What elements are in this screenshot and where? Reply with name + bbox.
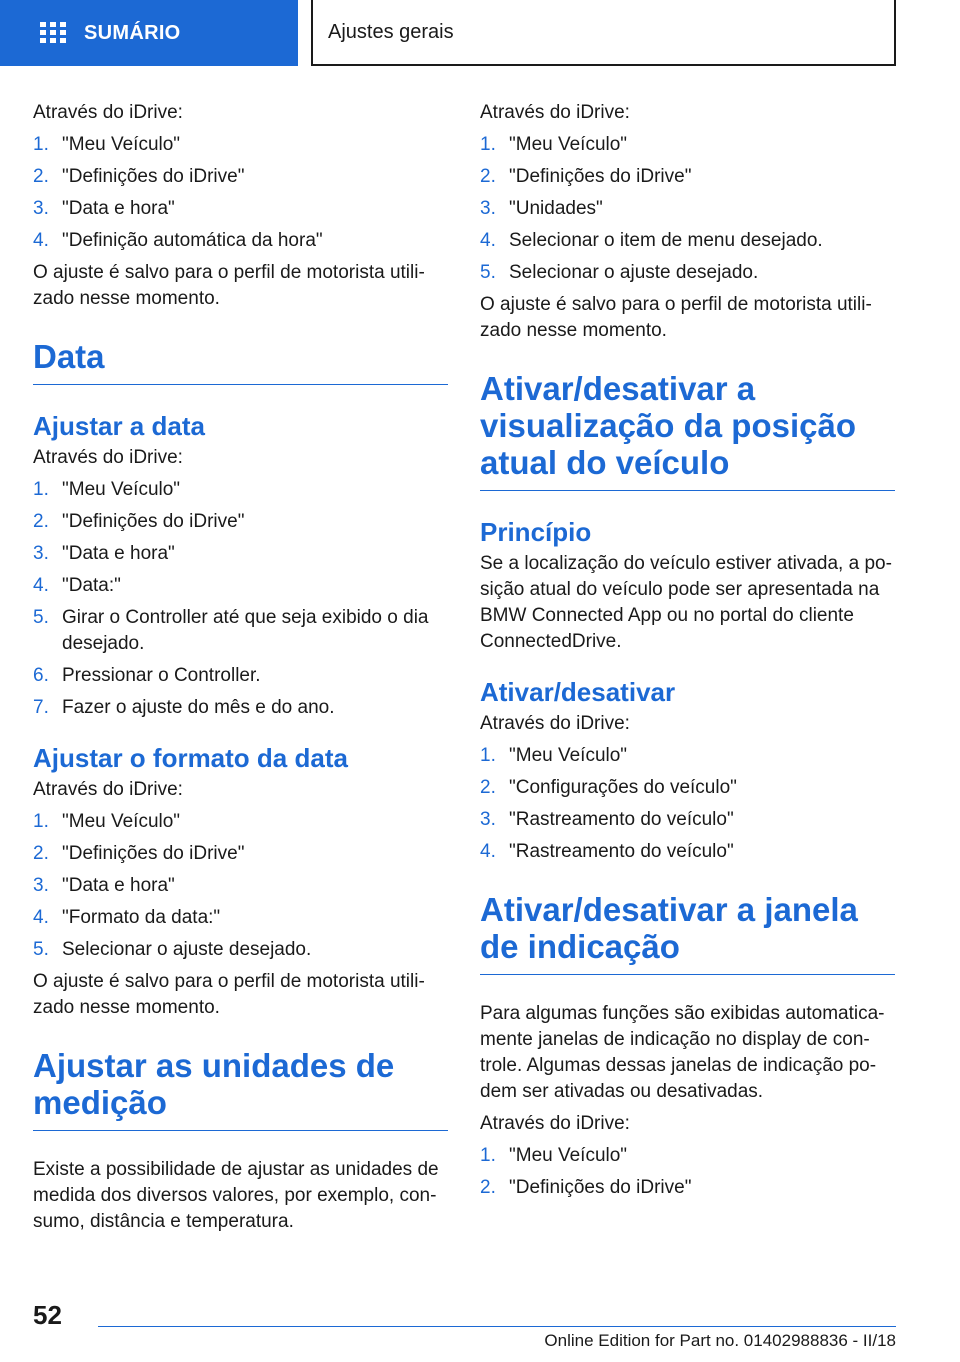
- list-item: 1. "Meu Veículo": [33, 811, 181, 832]
- list-item: 4. "Definição automática da hora": [33, 230, 323, 251]
- principle-text: Se a localização do veículo estiver ativada, a po-sição atual do veículo pode ser apresentada na BMW Connected App ou no portal do cliente ConnectedDrive.: [480, 553, 892, 652]
- note-text: O ajuste é salvo para o perfil de motorista utili-zado nesse momento.: [480, 294, 872, 341]
- left-column: [33, 100, 448, 1241]
- heading-toggle: Ativar/desativar: [480, 677, 676, 707]
- heading-set-date: Ajustar a data: [33, 411, 205, 441]
- heading-principle: Princípio: [480, 517, 592, 547]
- steps-list: [480, 743, 895, 865]
- steps-list: [480, 1143, 895, 1201]
- grid-icon: [40, 22, 66, 44]
- right-column: [480, 100, 895, 1207]
- window-text: Para algumas funções são exibidas automatica-mente janelas de indicação no display de con-trole. Algumas dessas janelas de indicação po-dem ser ativadas ou desativadas.: [480, 1003, 885, 1102]
- list-item: 5. Selecionar o ajuste desejado.: [480, 262, 759, 283]
- section-title: Ajustes gerais: [311, 0, 896, 66]
- list-item: 1. "Meu Veículo": [480, 1145, 628, 1166]
- toc-label: SUMÁRIO: [84, 21, 181, 44]
- note-text: O ajuste é salvo para o perfil de motorista utili-zado nesse momento.: [33, 262, 425, 309]
- list-item: 4. Selecionar o item de menu desejado.: [480, 230, 823, 251]
- list-item: 2. "Definições do iDrive": [33, 166, 245, 187]
- intro-text: Através do iDrive:: [33, 102, 183, 123]
- intro-text: Através do iDrive:: [480, 102, 630, 123]
- list-item: 6. Pressionar o Controller.: [33, 665, 261, 686]
- list-item: 4. "Rastreamento do veículo": [480, 841, 734, 862]
- list-item: 3. "Data e hora": [33, 875, 175, 896]
- list-item: 3. "Data e hora": [33, 198, 175, 219]
- list-item: 7. Fazer o ajuste do mês e do ano.: [33, 697, 335, 718]
- intro-text: Através do iDrive:: [480, 713, 630, 734]
- heading-date-format: Ajustar o formato da data: [33, 743, 348, 773]
- heading-units: Ajustar as unidades de medição: [33, 1047, 448, 1131]
- list-item: 2. "Definições do iDrive": [33, 843, 245, 864]
- list-item: 4. "Formato da data:": [33, 907, 221, 928]
- list-item: 1. "Meu Veículo": [480, 745, 628, 766]
- edition-text: Online Edition for Part no. 01402988836 - II/18: [544, 1331, 896, 1350]
- steps-list: [33, 477, 448, 721]
- list-item: 1. "Meu Veículo": [33, 134, 181, 155]
- page-number: 52: [33, 1300, 62, 1330]
- heading-indication-window: Ativar/desativar a janela de indicação: [480, 891, 895, 975]
- heading-vehicle-position: Ativar/desativar a visualização da posição atual do veículo: [480, 370, 895, 491]
- toc-button[interactable]: [0, 0, 298, 66]
- list-item: 1. "Meu Veículo": [480, 134, 628, 155]
- list-item: 2. "Definições do iDrive": [480, 1177, 692, 1198]
- list-item: 5. Girar o Controller até que seja exibido o dia desejado.: [33, 607, 429, 654]
- steps-list: [480, 132, 895, 286]
- intro-text: Através do iDrive:: [33, 779, 183, 800]
- heading-date: Data: [33, 338, 448, 385]
- list-item: 5. Selecionar o ajuste desejado.: [33, 939, 312, 960]
- steps-list: [33, 809, 448, 963]
- list-item: 2. "Definições do iDrive": [480, 166, 692, 187]
- list-item: 3. "Rastreamento do veículo": [480, 809, 734, 830]
- list-item: 3. "Unidades": [480, 198, 603, 219]
- list-item: 4. "Data:": [33, 575, 121, 596]
- intro-text: Através do iDrive:: [33, 447, 183, 468]
- footer-divider: [98, 1326, 896, 1327]
- list-item: 3. "Data e hora": [33, 543, 175, 564]
- list-item: 2. "Definições do iDrive": [33, 511, 245, 532]
- page-header: [0, 0, 960, 66]
- note-text: O ajuste é salvo para o perfil de motorista utili-zado nesse momento.: [33, 971, 425, 1018]
- intro-text: Através do iDrive:: [480, 1113, 630, 1134]
- steps-list: [33, 132, 448, 254]
- units-text: Existe a possibilidade de ajustar as unidades de medida dos diversos valores, por exemplo, con-sumo, distância e temperatura.: [33, 1159, 439, 1232]
- list-item: 2. "Configurações do veículo": [480, 777, 737, 798]
- list-item: 1. "Meu Veículo": [33, 479, 181, 500]
